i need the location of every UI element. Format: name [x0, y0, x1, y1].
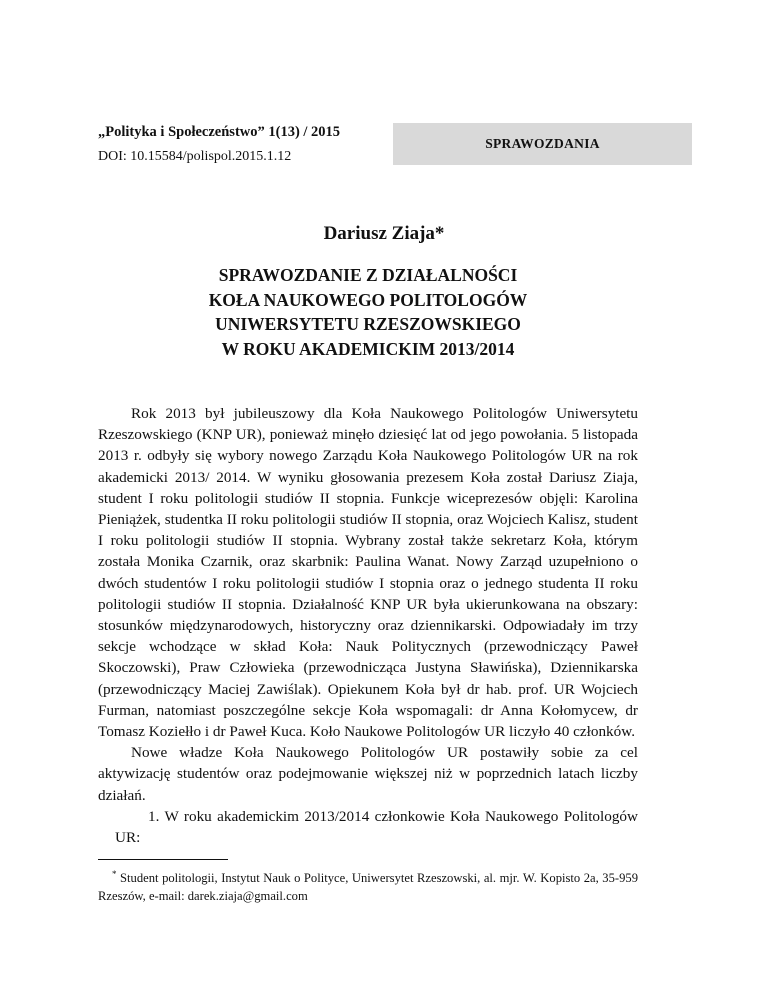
- footnote-divider: [98, 859, 228, 860]
- footnote-text: Student politologii, Instytut Nauk o Polityce, Uniwersytet Rzeszowski, al. mjr. W. Kopisto 2a, 35-959 Rzeszów, e-mail: darek.ziaja@gmail.com: [98, 871, 638, 904]
- title-line: UNIWERSYTETU RZESZOWSKIEGO: [215, 314, 521, 334]
- doi-line: DOI: 10.15584/polispol.2015.1.12: [98, 149, 292, 164]
- section-label: SPRAWOZDANIA: [485, 136, 600, 151]
- section-label-box: [393, 123, 692, 165]
- author-line: [0, 223, 768, 245]
- title-line: SPRAWOZDANIE Z DZIAŁALNOŚCI: [218, 265, 518, 285]
- title-line: W ROKU AKADEMICKIM 2013/2014: [221, 338, 515, 359]
- numbered-list-item: 1. W roku akademickim 2013/2014 członkowie Koła Naukowego Politologów UR:: [115, 807, 638, 847]
- author-name: Dariusz Ziaja: [323, 223, 435, 244]
- journal-citation: „Polityka i Społeczeństwo” 1(13) / 2015: [98, 124, 341, 140]
- body-paragraph: Nowe władze Koła Naukowego Politologów UR postawiły sobie za cel aktywizację studentów oraz podejmowanie większej niż w poprzednich latach liczby działań.: [98, 744, 638, 804]
- body-paragraph: Rok 2013 był jubileuszowy dla Koła Naukowego Politologów Uniwersytetu Rzeszowskiego (KNP UR), ponieważ minęło dziesięć lat od jego powołania. 5 listopada 2013 r. odbyły się wybory nowego Zarządu Koła Naukowego Politologów UR na rok akademicki 2013/ 2014. W wyniku głosowania prezesem Koła został Dariusz Ziaja, student I roku politologii studiów II stopnia. Funkcje wiceprezesów objęli: Karolina Pieniążek, studentka II roku politologii studiów II stopnia, oraz Wojciech Kalisz, student I roku politologii studiów II stopnia. Wybrany został także sekretarz Koła, którym została Monika Czarnik, oraz skarbnik: Paulina Wanat. Nowy Zarząd uzupełniono o dwóch studentów I roku politologii studiów I stopnia oraz o jednego studenta II roku politologii studiów II stopnia. Działalność KNP UR była ukierunkowana na obszary: stosunków międzynarodowych, historyczny oraz dziennikarski. Odpowiadały im trzy sekcje wchodzące w skład Koła: Nauk Politycznych (przewodniczący Paweł Skoczowski), Praw Człowieka (przewodnicząca Justyna Sławińska), Dziennikarska (przewodniczący Maciej Zawiślak). Opiekunem Koła był dr hab. prof. UR Wojciech Furman, natomiast poszczególne sekcje Koła wspomagali: dr Anna Kołomycew, dr Tomasz Koziełło i dr Paweł Kuca. Koło Naukowe Politologów UR liczyło 40 członków.: [98, 405, 638, 741]
- article-title: [98, 263, 638, 361]
- title-line: KOŁA NAUKOWEGO POLITOLOGÓW: [208, 289, 528, 310]
- article-body: [98, 403, 638, 848]
- author-footnote-marker: *: [434, 223, 445, 244]
- footnote-marker: *: [112, 869, 117, 879]
- footnote: [98, 865, 638, 905]
